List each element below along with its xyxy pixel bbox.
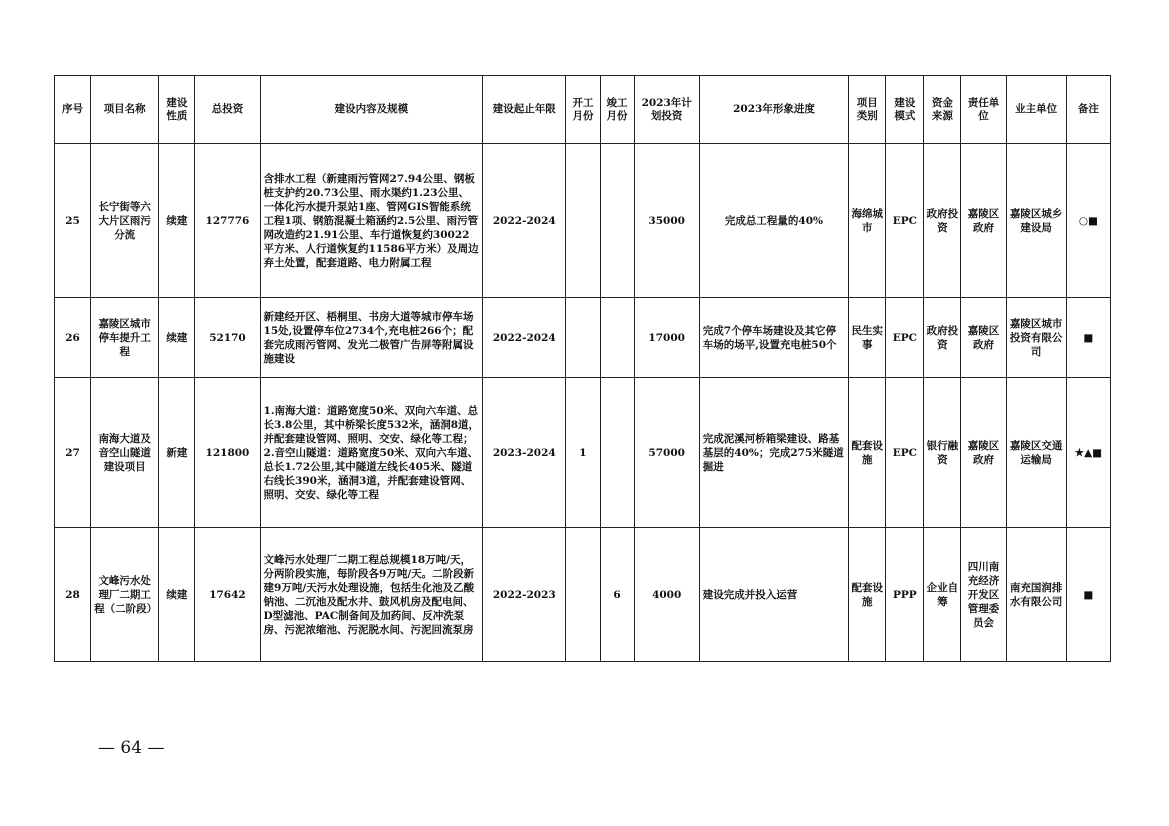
cell-fund: 银行融资 [924, 378, 961, 528]
header-category: 项目类别 [849, 76, 886, 144]
cell-seq: 25 [55, 144, 91, 298]
header-name: 项目名称 [91, 76, 159, 144]
cell-fund: 企业自筹 [924, 528, 961, 662]
cell-content: 1.南海大道：道路宽度50米、双向六车道、总长3.8公里，其中桥梁长度532米，涵洞8道，并配套建设管网、照明、交安、绿化等工程；2.音空山隧道：道路宽度50米、双向六车道、总长1.72公里,其中隧道左线长405米、隧道右线长390米，涵洞3道，并配套建设管网、照明、交安、绿化等工程 [260, 378, 483, 528]
cell-progress-2023: 建设完成并投入运营 [699, 528, 848, 662]
cell-owner: 嘉陵区城乡建设局 [1006, 144, 1066, 298]
header-finish-month: 竣工月份 [600, 76, 634, 144]
cell-plan-2023: 4000 [634, 528, 699, 662]
header-note: 备注 [1066, 76, 1110, 144]
cell-nature: 新建 [159, 378, 195, 528]
cell-category: 民生实事 [849, 298, 886, 378]
cell-seq: 27 [55, 378, 91, 528]
cell-seq: 26 [55, 298, 91, 378]
cell-total: 52170 [195, 298, 260, 378]
cell-category: 海绵城市 [849, 144, 886, 298]
cell-plan-2023: 57000 [634, 378, 699, 528]
table-row [55, 528, 1111, 662]
cell-responsible: 嘉陵区政府 [961, 298, 1006, 378]
cell-name: 文峰污水处理厂二期工程（二阶段） [91, 528, 159, 662]
cell-mode: EPC [886, 298, 924, 378]
cell-fund: 政府投资 [924, 298, 961, 378]
cell-owner: 嘉陵区交通运输局 [1006, 378, 1066, 528]
cell-note: ○■ [1066, 144, 1110, 298]
cell-content: 文峰污水处理厂二期工程总规模18万吨/天，分两阶段实施，每阶段各9万吨/天。二阶段新建9万吨/天污水处理设施，包括生化池及乙酸钠池、二沉池及配水井、鼓风机房及配电间、D型滤池、PAC制备间及加药间、反冲洗泵房、污泥浓缩池、污泥脱水间、污泥回流泵房 [260, 528, 483, 662]
cell-mode: EPC [886, 378, 924, 528]
cell-finish-month [600, 298, 634, 378]
cell-nature: 续建 [159, 528, 195, 662]
cell-responsible: 四川南充经济开发区管理委员会 [961, 528, 1006, 662]
header-nature: 建设性质 [159, 76, 195, 144]
project-table [54, 75, 1111, 662]
cell-note: ★▲■ [1066, 378, 1110, 528]
table-row [55, 298, 1111, 378]
cell-progress-2023: 完成7个停车场建设及其它停车场的场平,设置充电桩50个 [699, 298, 848, 378]
cell-finish-month: 6 [600, 528, 634, 662]
cell-category: 配套设施 [849, 528, 886, 662]
header-total-investment: 总投资 [195, 76, 260, 144]
cell-mode: PPP [886, 528, 924, 662]
header-period: 建设起止年限 [483, 76, 566, 144]
cell-period: 2023-2024 [483, 378, 566, 528]
cell-responsible: 嘉陵区政府 [961, 378, 1006, 528]
cell-start-month [566, 144, 600, 298]
cell-plan-2023: 17000 [634, 298, 699, 378]
cell-seq: 28 [55, 528, 91, 662]
table-header-row [55, 76, 1111, 144]
cell-finish-month [600, 378, 634, 528]
header-content: 建设内容及规模 [260, 76, 483, 144]
cell-start-month [566, 298, 600, 378]
cell-content: 新建经开区、梧桐里、书房大道等城市停车场15处,设置停车位2734个,充电桩266个；配套完成雨污管网、发光二极管广告屏等附属设施建设 [260, 298, 483, 378]
cell-total: 17642 [195, 528, 260, 662]
cell-plan-2023: 35000 [634, 144, 699, 298]
cell-progress-2023: 完成总工程量的40% [699, 144, 848, 298]
cell-name: 长宁街等六大片区雨污分流 [91, 144, 159, 298]
cell-content: 含排水工程（新建雨污管网27.94公里、钢板桩支护约20.73公里、雨水渠约1.23公里、一体化污水提升泵站1座、管网GIS智能系统工程1项、钢筋混凝土箱涵约2.5公里、雨污管网改造约21.91公里、车行道恢复约30022平方米、人行道恢复约11586平方米）及周边弃土处置，配套道路、电力附属工程 [260, 144, 483, 298]
page-number: — 64 — [98, 738, 165, 758]
cell-fund: 政府投资 [924, 144, 961, 298]
cell-category: 配套设施 [849, 378, 886, 528]
header-seq: 序号 [55, 76, 91, 144]
table-row [55, 144, 1111, 298]
cell-responsible: 嘉陵区政府 [961, 144, 1006, 298]
header-responsible: 责任单位 [961, 76, 1006, 144]
cell-progress-2023: 完成泥溪河桥箱梁建设、路基基层的40%；完成275米隧道掘进 [699, 378, 848, 528]
cell-nature: 续建 [159, 298, 195, 378]
header-mode: 建设模式 [886, 76, 924, 144]
cell-owner: 南充国润排水有限公司 [1006, 528, 1066, 662]
cell-note: ■ [1066, 528, 1110, 662]
cell-name: 嘉陵区城市停车提升工程 [91, 298, 159, 378]
cell-total: 121800 [195, 378, 260, 528]
cell-start-month: 1 [566, 378, 600, 528]
header-progress-2023: 2023年形象进度 [699, 76, 848, 144]
header-owner: 业主单位 [1006, 76, 1066, 144]
cell-period: 2022-2023 [483, 528, 566, 662]
cell-name: 南海大道及音空山隧道建设项目 [91, 378, 159, 528]
cell-period: 2022-2024 [483, 144, 566, 298]
header-plan-2023: 2023年计划投资 [634, 76, 699, 144]
cell-start-month [566, 528, 600, 662]
cell-owner: 嘉陵区城市投资有限公司 [1006, 298, 1066, 378]
table-row [55, 378, 1111, 528]
cell-finish-month [600, 144, 634, 298]
cell-period: 2022-2024 [483, 298, 566, 378]
header-start-month: 开工月份 [566, 76, 600, 144]
cell-total: 127776 [195, 144, 260, 298]
cell-note: ■ [1066, 298, 1110, 378]
header-fund: 资金来源 [924, 76, 961, 144]
cell-nature: 续建 [159, 144, 195, 298]
cell-mode: EPC [886, 144, 924, 298]
